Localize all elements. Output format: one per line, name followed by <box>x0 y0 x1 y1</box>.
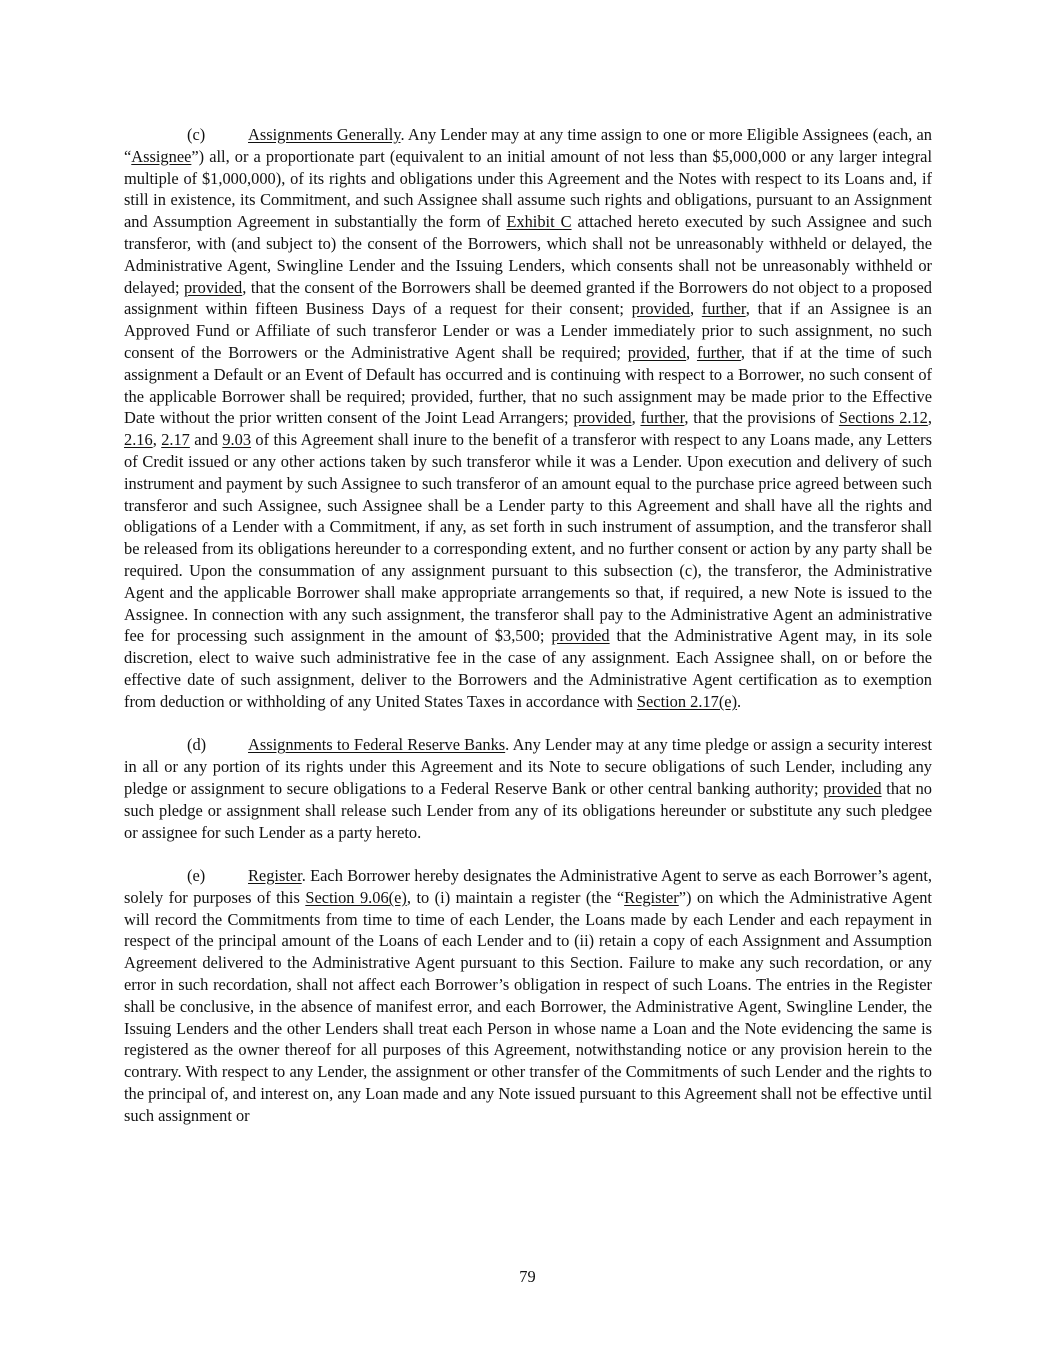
section-reference: 2.17 <box>161 430 190 450</box>
underlined-term: provided <box>573 408 632 428</box>
text-run: , <box>631 408 641 428</box>
text-run: . Any Lender may at any time pledge or assign a security interest in all or any portion of its rights under this Agreement and its Note to secure obligations of such Lender, including any pledge or assignment to secure obligations to a Federal Reserve Bank or other central banking authority; <box>124 735 932 798</box>
section-number: (e) <box>187 866 206 886</box>
text-run: ”) on which the Administrative Agent will record the Commitments from time to time of each Lender, the Loans made by each Lender and each repayment in respect of the principal amount of the Loans of each Lender and to (ii) retain a copy of each Assignment and Assumption Agreement delivered to the Administrative Agent pursuant to this Section. Failure to make any such recordation, or any error in such recordation, shall not affect each Borrower’s obligation in respect of such Loans. The entries in the Register shall be conclusive, in the absence of manifest error, and each Borrower, the Administrative Agent, Swingline Lender, the Issuing Lenders and the other Lenders shall treat each Person in whose name a Loan and the Note evidencing the same is registered as the owner thereof for all purposes of this Agreement, notwithstanding notice or any provision herein to the contrary. With respect to any Lender, the assignment or other transfer of the Commitments of such Lender and the rights to the principal of, and interest on, any Loan made and any Note issued pursuant to this Agreement shall not be effective until such assignment or <box>124 887 932 1125</box>
section-reference: Section 2.17(e) <box>636 691 738 711</box>
text-run: , <box>686 342 697 362</box>
section-reference: 2.16 <box>124 430 153 450</box>
text-run: , <box>689 299 702 319</box>
text-run: . Each Borrower hereby designates the Administrative Agent to serve as each Borrower’s agent, solely for purposes of this <box>124 866 932 907</box>
text-run: ”) all, or a proportionate part (equivalent to an initial amount of not less than $5,000,000 or any larger integral multiple of $1,000,000), of its rights and obligations under this Agreement and the Notes with respect to its Loans and, if still in existence, its Commitment, and such Assignee shall assume such rights and obligations, pursuant to an Assignment and Assumption Agreement in substantially the form of <box>124 146 932 232</box>
section-e-paragraph <box>124 865 932 1127</box>
page-number: 79 <box>519 1267 536 1286</box>
text-run: and <box>189 430 223 450</box>
underlined-term: further <box>696 342 741 362</box>
underlined-term: further <box>701 299 746 319</box>
section-d-paragraph <box>124 734 932 843</box>
underlined-term: provided <box>823 778 882 798</box>
text-run: of this Agreement shall inure to the benefit of a transferor with respect to any Loans made, any Letters of Credit issued or any other actions taken by such transferor while it was a Lender. Upon execution and delivery of such instrument and payment by such Assignee to such transferor of an amount equal to the purchase price agreed between such transferor and such Assignee, such Assignee shall be a Lender party to this Agreement and shall have all the rights and obligations of a Lender with a Commitment, if any, as set forth in such instrument of assumption, and the transferor shall be released from its obligations hereunder to a corresponding extent, and no further consent or action by any party shall be required. Upon the consummation of any assignment pursuant to this subsection (c), the transferor, the Administrative Agent and the applicable Borrower shall make appropriate arrangements so that, if required, a new Note is issued to the Assignee. In connection with any such assignment, the transferor shall pay to the Administrative Agent an administrative fee for processing such assignment in the amount of $3,500; <box>124 430 932 646</box>
defined-term-register: Register <box>624 887 679 907</box>
section-number: (c) <box>187 125 206 144</box>
section-reference: 9.03 <box>222 430 252 450</box>
underlined-term: further <box>640 408 685 428</box>
heading-assignments-federal-reserve: Assignments to Federal Reserve Banks <box>248 735 506 755</box>
underlined-term: provided <box>551 626 610 646</box>
heading-register: Register <box>248 866 302 886</box>
text-run: , that if an Assignee is an Approved Fund or Affiliate of such transferor Lender or was a Lender immediately prior to such assignment, no such consent of the Borrowers or the Administrative Agent shall be required; <box>124 299 932 362</box>
underlined-term: provided <box>627 342 687 362</box>
document-body <box>124 124 932 1148</box>
underlined-term: provided <box>631 299 690 319</box>
text-run: that the Administrative Agent may, in its sole discretion, elect to waive such administrative fee in the case of any assignment. Each Assignee shall, on or before the effective date of such assignment, deliver to the Borrowers and the Administrative Agent certification as to exemption from deduction or withholding of any United States Taxes in accordance with <box>124 626 932 711</box>
section-reference: Sections 2.12 <box>838 408 928 428</box>
text-run: , that the provisions of <box>684 408 839 428</box>
text-run: , that the consent of the Borrowers shall be deemed granted if the Borrowers do not object to a proposed assignment within fifteen Business Days of a request for their consent; <box>124 277 932 319</box>
exhibit-reference: Exhibit C <box>506 212 572 232</box>
heading-assignments-generally: Assignments Generally <box>248 125 401 144</box>
text-run: , that if at the time of such assignment a Default or an Event of Default has occurred and is continuing with respect to a Borrower, no such consent of the applicable Borrower shall be required; provided, further, that no such assignment may be made prior to the Effective Date without the prior written consent of the Joint Lead Arrangers; <box>124 342 932 428</box>
text-run: , <box>927 408 932 428</box>
text-run: , <box>152 430 162 450</box>
text-run: . <box>737 691 742 711</box>
section-number: (d) <box>187 735 207 755</box>
text-run: , to (i) maintain a register (the “ <box>406 887 625 907</box>
text-run: attached hereto executed by such Assignee and such transferor, with (and subject to) the consent of the Borrowers, which shall not be unreasonably withheld or delayed, the Administrative Agent, Swingline Lender and the Issuing Lenders, which consents shall not be unreasonably withheld or delayed; <box>124 212 933 297</box>
section-reference: Section 9.06(e) <box>305 887 407 907</box>
text-run: that no such pledge or assignment shall release such Lender from any of its obligations hereunder or substitute any such pledgee or assignee for such Lender as a party hereto. <box>124 778 932 842</box>
section-c-paragraph <box>124 124 932 713</box>
defined-term-assignee: Assignee <box>131 146 192 166</box>
underlined-term: provided <box>183 277 243 297</box>
text-run: . Any Lender may at any time assign to one or more Eligible Assignees (each, an “ <box>124 125 932 166</box>
